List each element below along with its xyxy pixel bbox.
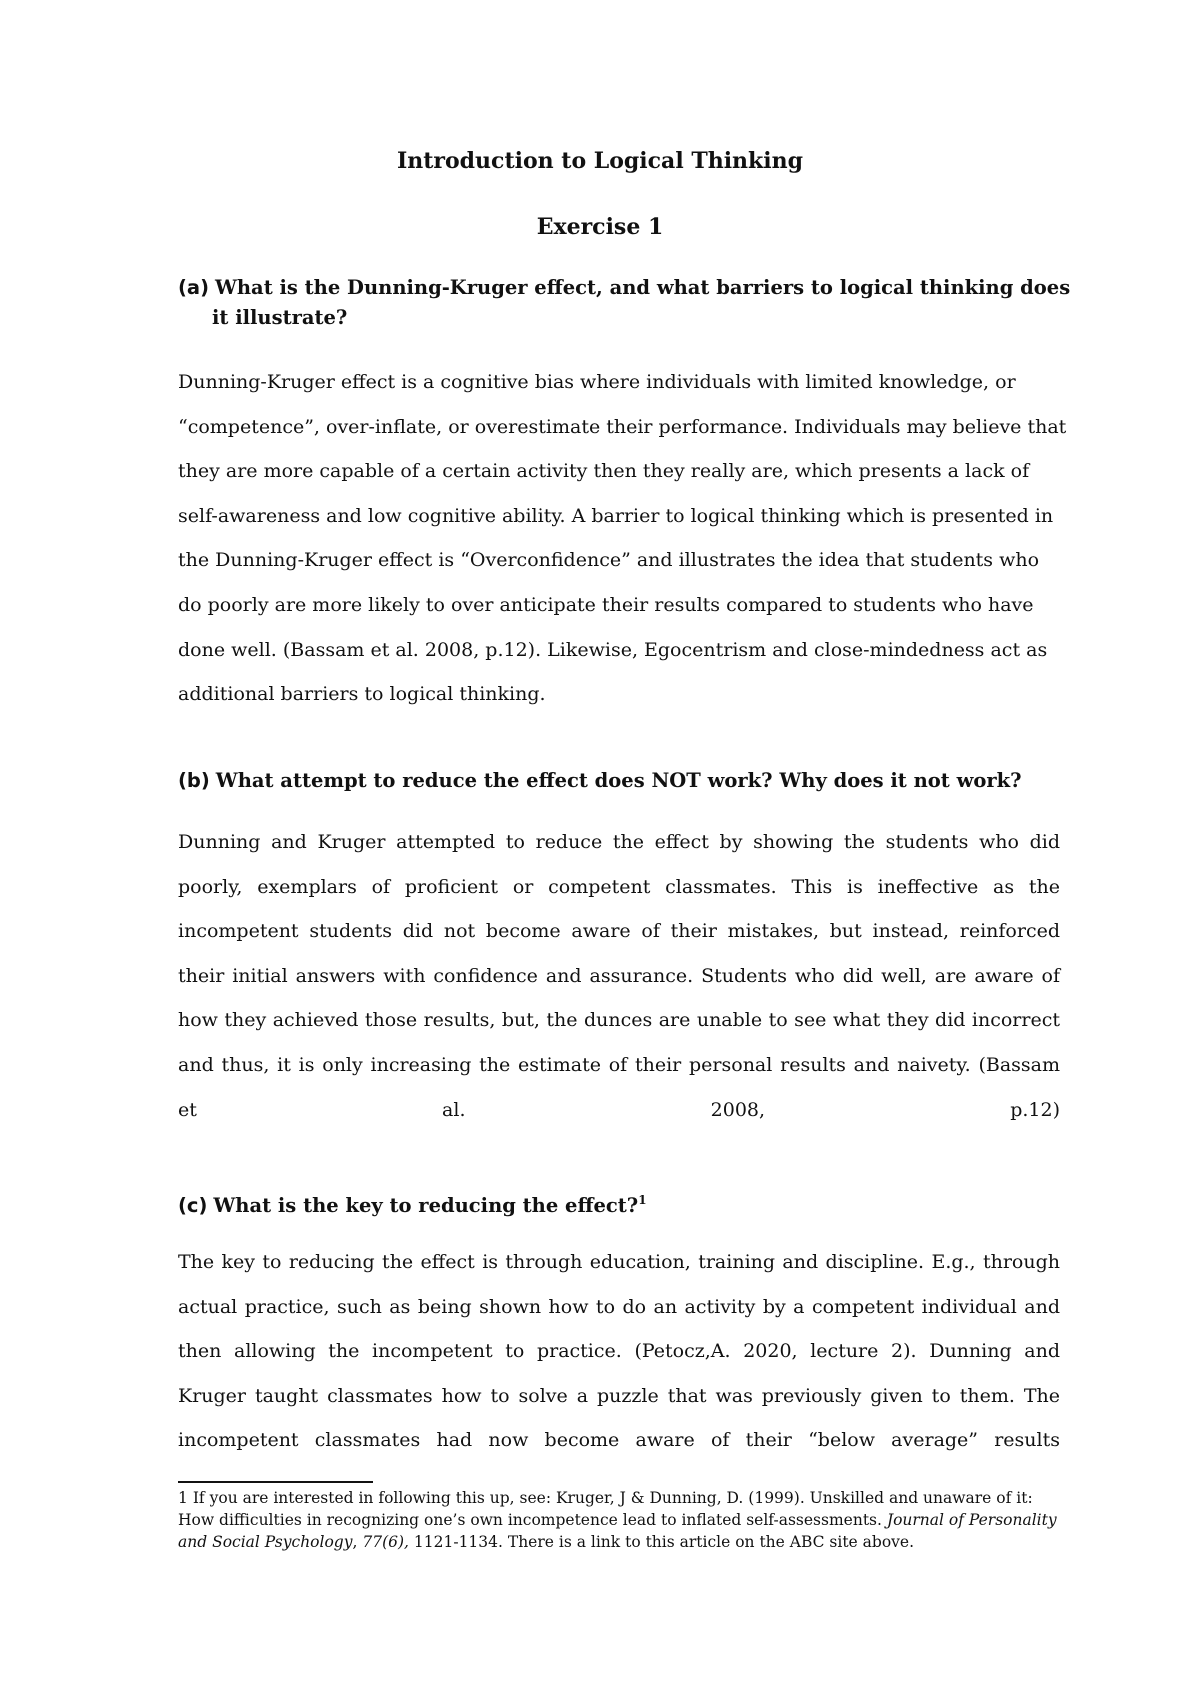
question-a-heading bbox=[178, 273, 1092, 333]
footnote-separator bbox=[178, 1481, 373, 1483]
footnote-reference[interactable]: 1 bbox=[638, 1193, 647, 1207]
footnote-text-before: If you are interested in following this up, see: Kruger, J & Dunning, D. (1999). Unskilled and unaware of it: How difficulties in recognizing one’s own incompetence lead to inflated self-assessments. bbox=[178, 1489, 1033, 1529]
question-text: What attempt to reduce the effect does NOT work? Why does it not work? bbox=[215, 769, 1022, 792]
question-label: (a) bbox=[178, 276, 209, 299]
question-b-heading bbox=[178, 766, 1058, 796]
answer-a-paragraph: Dunning-Kruger effect is a cognitive bias where individuals with limited knowledge, or “competence”, over-inflate, or overestimate their performance. Individuals may believe that they are more capable of a certain activity then they really are, which presents a lack of self-awareness and low cognitive ability. A barrier to logical thinking which is presented in the Dunning-Kruger effect is “Overconfidence” and illustrates the idea that students who do poorly are more likely to over anticipate their results compared to students who have done well. (Bassam et al. 2008, p.12). Likewise, Egocentrism and close-mindedness act as additional barriers to logical thinking. bbox=[178, 371, 1067, 706]
question-c-heading bbox=[178, 1185, 1058, 1221]
footnote-journal: Journal of Personality and Social Psychology bbox=[178, 1511, 1057, 1551]
exercise-heading: Exercise 1 bbox=[536, 214, 664, 240]
footnote-text-after: 1121-1134. There is a link to this article on the ABC site above. bbox=[408, 1533, 915, 1551]
question-label: (c) bbox=[178, 1194, 208, 1217]
page-title: Introduction to Logical Thinking bbox=[396, 148, 804, 174]
footnote-separator-comma: , bbox=[352, 1533, 363, 1551]
question-label: (b) bbox=[178, 769, 210, 792]
footnote bbox=[178, 1487, 1058, 1553]
answer-b-paragraph: Dunning and Kruger attempted to reduce the effect by showing the students who did poorly, exemplars of proficient or competent classmates. This is ineffective as the incompetent students did not become aware of their mistakes, but instead, reinforced their initial answers with confidence and assurance. Students who did well, are aware of how they achieved those results, but, the dunces are unable to see what they did incorrect and thus, it is only increasing the estimate of their personal results and naivety. (Bassam et al. 2008, p.12) bbox=[178, 831, 1060, 1121]
footnote-volume: 77(6), bbox=[362, 1533, 409, 1551]
footnote-number: 1 bbox=[178, 1489, 188, 1507]
answer-c-paragraph: The key to reducing the effect is through education, training and discipline. E.g., through actual practice, such as being shown how to do an activity by a competent individual and then allowing the incompetent to practice. (Petocz,A. 2020, lecture 2). Dunning and Kruger taught classmates how to solve a puzzle that was previously given to them. The incompetent classmates had now become aware of their “below average” results bbox=[178, 1251, 1060, 1452]
question-text: What is the key to reducing the effect? bbox=[213, 1194, 639, 1217]
question-text: What is the Dunning-Kruger effect, and what barriers to logical thinking does it illustrate? bbox=[212, 276, 1071, 329]
